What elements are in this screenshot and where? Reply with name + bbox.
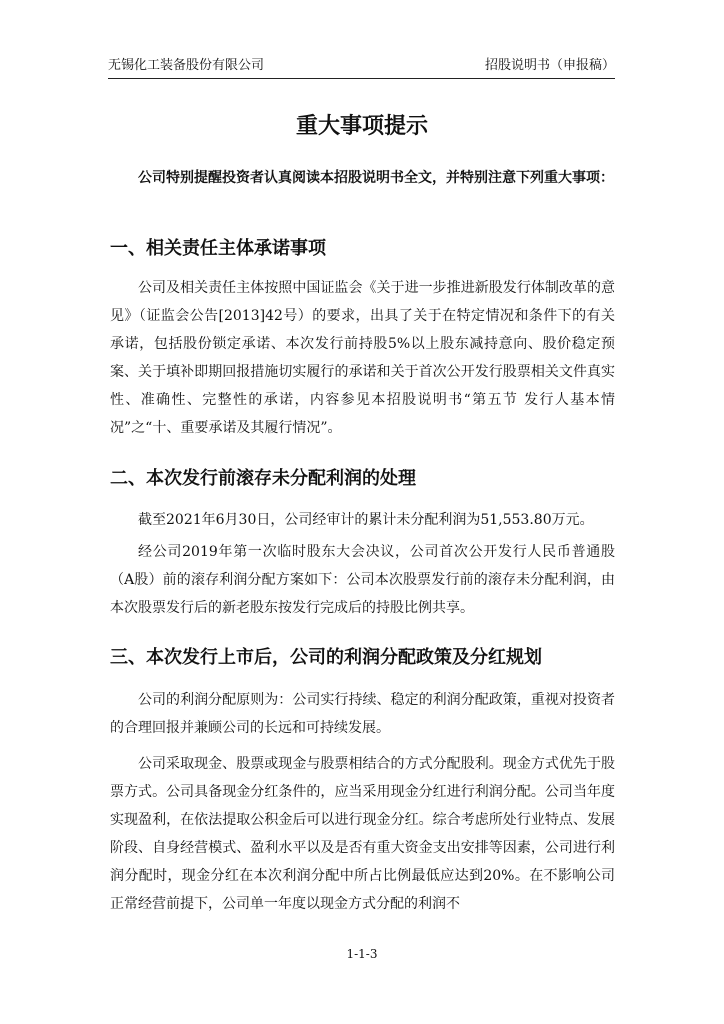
section-heading-retained-profits: 二、本次发行前滚存未分配利润的处理	[110, 468, 416, 489]
paragraph-retained-profits-plan: 经公司2019年第一次临时股东大会决议，公司首次公开发行人民币普通股（A股）前的滚存利润分配方案如下：公司本次股票发行前的滚存未分配利润，由本次股票发行后的新老股东按发行完成后的持股比例共享。	[110, 544, 615, 616]
running-header	[108, 56, 615, 79]
document-title: 重大事项提示	[295, 114, 428, 139]
paragraph-dividend-methods: 公司采取现金、股票或现金与股票相结合的方式分配股利。现金方式优先于股票方式。公司具备现金分红条件的，应当采用现金分红进行利润分配。公司当年度实现盈利，在依法提取公积金后可以进行现金分红。综合考虑所处行业特点、发展阶段、自身经营模式、盈利水平以及是否有重大资金支出安排等因素，公司进行利润分配时，现金分红在本次利润分配中所占比例最低应达到20%。在不影响公司正常经营前提下，公司单一年度以现金方式分配的利润不	[110, 756, 615, 912]
paragraph-dividend-principle: 公司的利润分配原则为：公司实行持续、稳定的利润分配政策，重视对投资者的合理回报并兼顾公司的长远和可持续发展。	[110, 692, 615, 736]
paragraph-commitments: 公司及相关责任主体按照中国证监会《关于进一步推进新股发行体制改革的意见》（证监会公告[2013]42号）的要求，出具了关于在特定情况和条件下的有关承诺，包括股份锁定承诺、本次发行前持股5%以上股东减持意向、股价稳定预案、关于填补即期回报措施切实履行的承诺和关于首次公开发行股票相关文件真实性、准确性、完整性的承诺，内容参见本招股说明书“第五节 发行人基本情况”之“十、重要承诺及其履行情况”。	[110, 280, 615, 436]
section-heading-dividend-policy: 三、本次发行上市后，公司的利润分配政策及分红规划	[110, 647, 542, 668]
header-company-name: 无锡化工装备股份有限公司	[108, 58, 265, 73]
page-number: 1-1-3	[346, 947, 378, 961]
paragraph-retained-profits-amount: 截至2021年6月30日，公司经审计的累计未分配利润为51,553.80万元。	[138, 512, 594, 528]
intro-notice: 公司特别提醒投资者认真阅读本招股说明书全文，并特别注意下列重大事项：	[138, 170, 614, 186]
section-heading-commitments: 一、相关责任主体承诺事项	[110, 238, 326, 259]
header-document-type: 招股说明书（申报稿）	[484, 58, 615, 73]
